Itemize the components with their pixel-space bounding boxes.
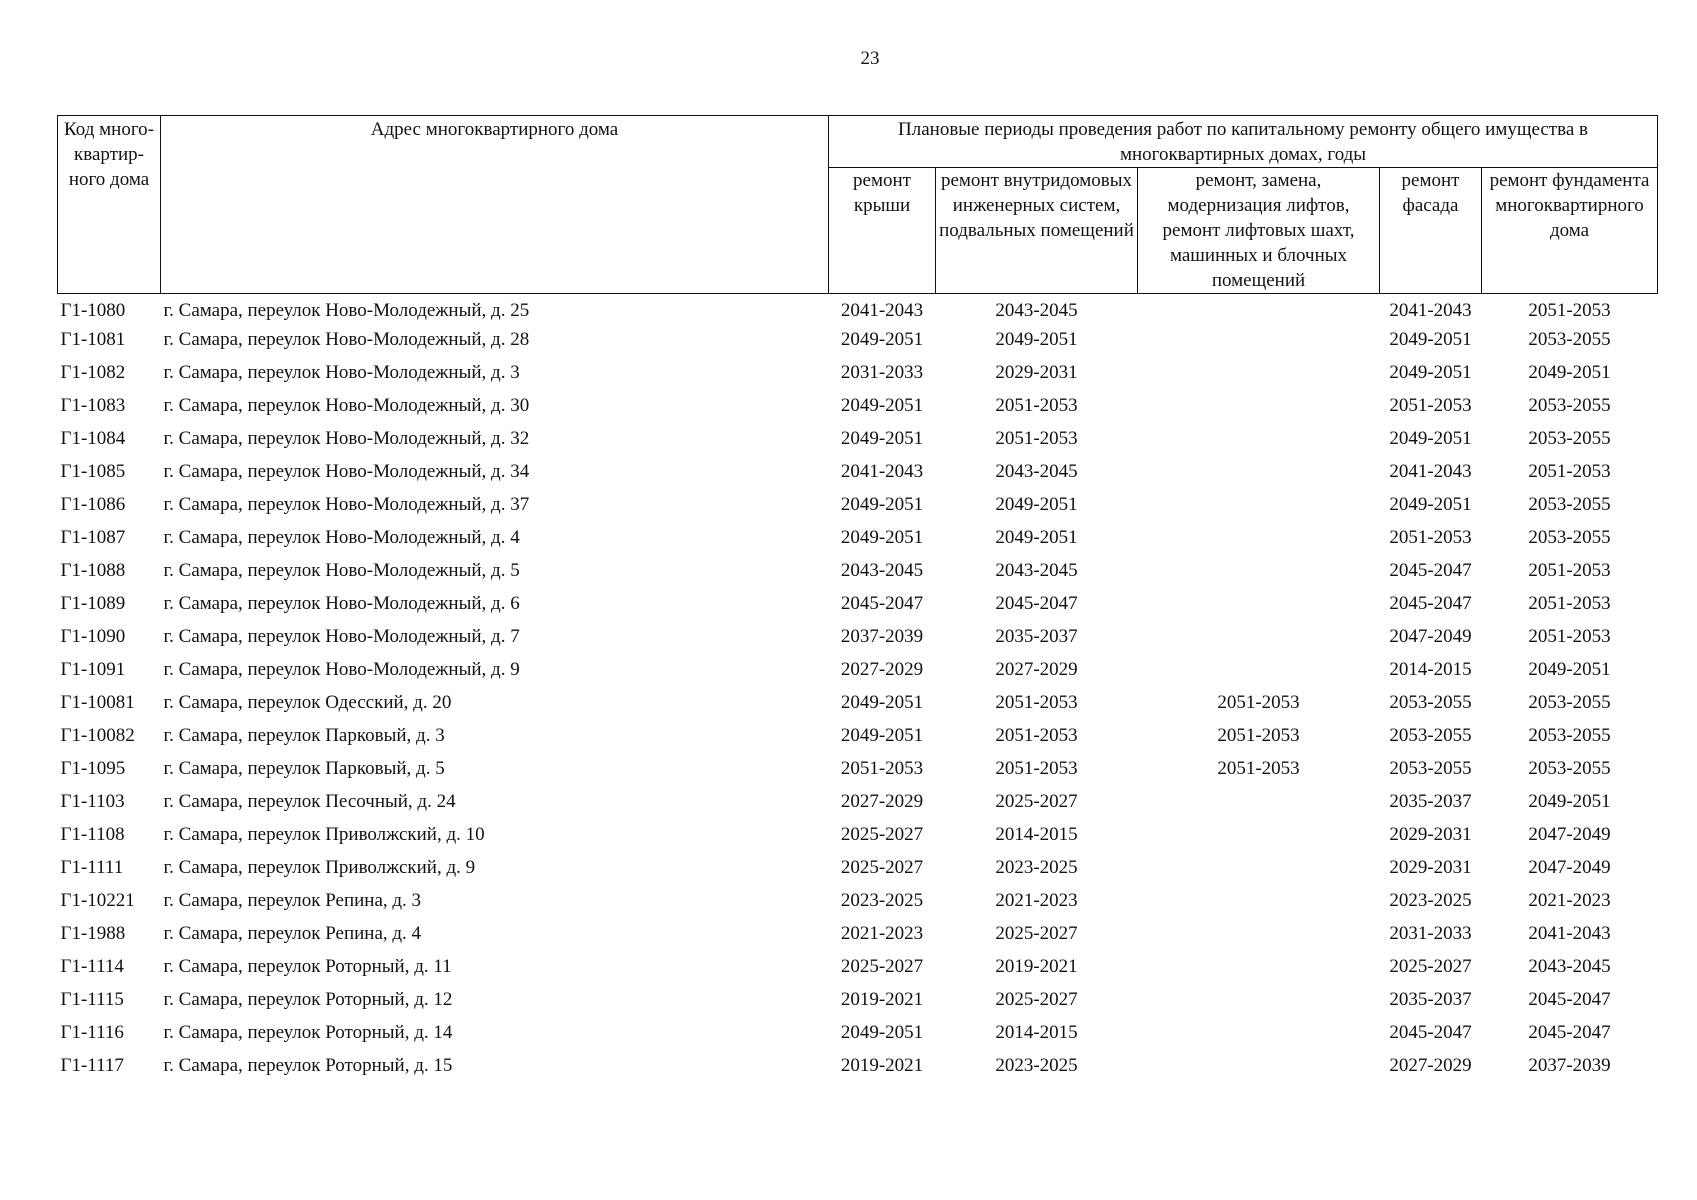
cell-code: Г1-1083 [60,395,126,416]
cell-address: г. Самара, переулок Песочный, д. 24 [163,791,456,812]
cell-facade: 2049-2051 [1389,428,1472,449]
table-row [58,987,1658,1020]
cell-foundation: 2045-2047 [1528,989,1611,1010]
table-row [58,624,1658,657]
cell-engineering: 2021-2023 [995,890,1078,911]
cell-roof: 2031-2033 [840,362,924,383]
cell-foundation: 2053-2055 [1528,494,1611,515]
cell-elevators [1138,921,1380,954]
cell-code: Г1-1117 [60,1055,124,1076]
cell-code: Г1-1114 [60,956,124,977]
cell-code: Г1-1086 [60,494,126,515]
cell-code: Г1-1095 [60,758,126,779]
cell-foundation: 2051-2053 [1528,560,1611,581]
cell-foundation: 2047-2049 [1528,824,1611,845]
cell-code: Г1-1084 [60,428,126,449]
cell-engineering: 2049-2051 [995,329,1078,350]
cell-roof: 2049-2051 [840,395,924,416]
cell-roof: 2027-2029 [840,791,924,812]
table-row [58,393,1658,426]
cell-roof: 2041-2043 [840,300,924,321]
cell-engineering: 2043-2045 [995,560,1078,581]
cell-address: г. Самара, переулок Ново-Молодежный, д. 3 [163,362,520,383]
table-row [58,789,1658,822]
cell-roof: 2049-2051 [840,692,924,713]
cell-roof: 2023-2025 [840,890,924,911]
cell-facade: 2027-2029 [1389,1055,1472,1076]
table-row [58,591,1658,624]
cell-address: г. Самара, переулок Ново-Молодежный, д. 37 [163,494,530,515]
cell-code: Г1-1111 [60,857,124,878]
cell-roof: 2021-2023 [840,923,924,944]
cell-code: Г1-1091 [60,659,126,680]
cell-roof: 2027-2029 [840,659,924,680]
cell-roof: 2049-2051 [840,428,924,449]
cell-roof: 2051-2053 [840,758,924,779]
cell-address: г. Самара, переулок Одесский, д. 20 [163,692,452,713]
cell-code: Г1-1103 [60,791,125,812]
cell-roof: 2025-2027 [840,824,924,845]
cell-engineering: 2025-2027 [995,989,1078,1010]
cell-elevators [1138,855,1380,888]
header-planned-periods: Плановые периоды проведения работ по капитальному ремонту общего имущества в многоквартирных домах, годы [829,116,1658,168]
cell-roof: 2043-2045 [840,560,924,581]
table-row [58,1020,1658,1053]
cell-code: Г1-10081 [60,692,135,713]
cell-engineering: 2049-2051 [995,527,1078,548]
cell-roof: 2037-2039 [840,626,924,647]
cell-foundation: 2053-2055 [1528,527,1611,548]
cell-code: Г1-1081 [60,329,126,350]
cell-elevators: 2051-2053 [1217,758,1300,779]
cell-code: Г1-1088 [60,560,126,581]
cell-foundation: 2051-2053 [1528,300,1611,321]
cell-foundation: 2053-2055 [1528,758,1611,779]
cell-code: Г1-1080 [60,300,126,321]
cell-facade: 2053-2055 [1389,725,1472,746]
cell-roof: 2041-2043 [840,461,924,482]
cell-facade: 2049-2051 [1389,329,1472,350]
cell-facade: 2053-2055 [1389,692,1472,713]
header-facade: ремонт фасада [1380,168,1482,294]
cell-address: г. Самара, переулок Репина, д. 3 [163,890,422,911]
cell-elevators [1138,624,1380,657]
cell-facade: 2023-2025 [1389,890,1472,911]
cell-elevators [1138,657,1380,690]
cell-engineering: 2023-2025 [995,857,1078,878]
cell-elevators [1138,360,1380,393]
cell-facade: 2035-2037 [1389,989,1472,1010]
table-row [58,822,1658,855]
cell-engineering: 2019-2021 [995,956,1078,977]
cell-foundation: 2051-2053 [1528,593,1611,614]
cell-address: г. Самара, переулок Парковый, д. 3 [163,725,445,746]
cell-facade: 2035-2037 [1389,791,1472,812]
cell-facade: 2031-2033 [1389,923,1472,944]
cell-address: г. Самара, переулок Ново-Молодежный, д. 32 [163,428,530,449]
cell-elevators [1138,591,1380,624]
cell-elevators: 2051-2053 [1217,692,1300,713]
cell-engineering: 2014-2015 [995,1022,1078,1043]
cell-facade: 2041-2043 [1389,300,1472,321]
table-row [58,921,1658,954]
cell-roof: 2025-2027 [840,956,924,977]
table-body [58,294,1658,1087]
cell-engineering: 2051-2053 [995,725,1078,746]
cell-foundation: 2049-2051 [1528,791,1611,812]
cell-engineering: 2043-2045 [995,461,1078,482]
cell-engineering: 2029-2031 [995,362,1078,383]
cell-facade: 2029-2031 [1389,857,1472,878]
cell-code: Г1-10082 [60,725,135,746]
table-row [58,459,1658,492]
cell-facade: 2014-2015 [1389,659,1472,680]
cell-facade: 2049-2051 [1389,494,1472,515]
cell-facade: 2053-2055 [1389,758,1472,779]
table-row [58,855,1658,888]
cell-roof: 2049-2051 [840,527,924,548]
table-row [58,558,1658,591]
cell-engineering: 2049-2051 [995,494,1078,515]
cell-foundation: 2053-2055 [1528,725,1611,746]
cell-elevators [1138,426,1380,459]
header-code: Код много-квартир-ного дома [58,116,161,294]
cell-address: г. Самара, переулок Ново-Молодежный, д. 28 [163,329,530,350]
header-elevators: ремонт, замена, модернизация лифтов, ремонт лифтовых шахт, машинных и блочных помещений [1138,168,1380,294]
cell-foundation: 2053-2055 [1528,692,1611,713]
cell-address: г. Самара, переулок Приволжский, д. 10 [163,824,485,845]
cell-address: г. Самара, переулок Ново-Молодежный, д. 6 [163,593,520,614]
cell-engineering: 2023-2025 [995,1055,1078,1076]
cell-elevators [1138,987,1380,1020]
cell-engineering: 2051-2053 [995,428,1078,449]
cell-code: Г1-1087 [60,527,126,548]
cell-elevators [1138,294,1380,328]
cell-engineering: 2051-2053 [995,692,1078,713]
cell-roof: 2025-2027 [840,857,924,878]
cell-code: Г1-1090 [60,626,126,647]
header-address: Адрес многоквартирного дома [161,116,829,294]
cell-foundation: 2053-2055 [1528,329,1611,350]
cell-facade: 2045-2047 [1389,593,1472,614]
cell-elevators [1138,1020,1380,1053]
cell-engineering: 2014-2015 [995,824,1078,845]
cell-facade: 2045-2047 [1389,560,1472,581]
cell-engineering: 2035-2037 [995,626,1078,647]
cell-code: Г1-10221 [60,890,135,911]
cell-engineering: 2043-2045 [995,300,1078,321]
cell-elevators [1138,1053,1380,1086]
page-number: 23 [860,48,880,69]
cell-address: г. Самара, переулок Ново-Молодежный, д. 4 [163,527,520,548]
cell-address: г. Самара, переулок Ново-Молодежный, д. 30 [163,395,530,416]
repair-schedule-table [57,115,1658,1086]
cell-elevators [1138,327,1380,360]
cell-roof: 2049-2051 [840,1022,924,1043]
cell-facade: 2045-2047 [1389,1022,1472,1043]
cell-address: г. Самара, переулок Репина, д. 4 [163,923,422,944]
header-roof: ремонт крыши [829,168,936,294]
cell-address: г. Самара, переулок Приволжский, д. 9 [163,857,476,878]
table-row [58,426,1658,459]
cell-elevators [1138,525,1380,558]
cell-facade: 2051-2053 [1389,527,1472,548]
cell-elevators: 2051-2053 [1217,725,1300,746]
cell-elevators [1138,789,1380,822]
cell-code: Г1-1108 [60,824,125,845]
cell-roof: 2045-2047 [840,593,924,614]
cell-code: Г1-1116 [60,1022,124,1043]
cell-code: Г1-1089 [60,593,126,614]
cell-facade: 2049-2051 [1389,362,1472,383]
cell-foundation: 2045-2047 [1528,1022,1611,1043]
cell-foundation: 2053-2055 [1528,428,1611,449]
cell-roof: 2049-2051 [840,725,924,746]
cell-foundation: 2051-2053 [1528,461,1611,482]
table-row [58,492,1658,525]
cell-foundation: 2047-2049 [1528,857,1611,878]
header-foundation: ремонт фундамента многоквартирного дома [1482,168,1658,294]
cell-elevators [1138,459,1380,492]
cell-foundation: 2041-2043 [1528,923,1611,944]
cell-roof: 2019-2021 [840,989,924,1010]
table-row [58,294,1658,328]
cell-address: г. Самара, переулок Ново-Молодежный, д. 7 [163,626,520,647]
table-row [58,723,1658,756]
cell-foundation: 2043-2045 [1528,956,1611,977]
cell-foundation: 2049-2051 [1528,659,1611,680]
cell-engineering: 2051-2053 [995,395,1078,416]
cell-code: Г1-1082 [60,362,126,383]
cell-facade: 2047-2049 [1389,626,1472,647]
cell-address: г. Самара, переулок Роторный, д. 11 [163,956,452,977]
table-row [58,360,1658,393]
cell-roof: 2019-2021 [840,1055,924,1076]
cell-elevators [1138,822,1380,855]
cell-engineering: 2045-2047 [995,593,1078,614]
cell-address: г. Самара, переулок Ново-Молодежный, д. 25 [163,300,530,321]
table-row [58,1053,1658,1086]
cell-foundation: 2037-2039 [1528,1055,1611,1076]
cell-engineering: 2027-2029 [995,659,1078,680]
cell-elevators [1138,492,1380,525]
cell-address: г. Самара, переулок Ново-Молодежный, д. 9 [163,659,520,680]
table-row [58,657,1658,690]
cell-elevators [1138,393,1380,426]
table-row [58,690,1658,723]
cell-code: Г1-1115 [60,989,124,1010]
cell-address: г. Самара, переулок Роторный, д. 14 [163,1022,453,1043]
table-row [58,954,1658,987]
cell-elevators [1138,558,1380,591]
table-row [58,756,1658,789]
cell-foundation: 2021-2023 [1528,890,1611,911]
cell-engineering: 2025-2027 [995,791,1078,812]
cell-facade: 2029-2031 [1389,824,1472,845]
table-row [58,327,1658,360]
table-header [58,116,1658,294]
cell-facade: 2051-2053 [1389,395,1472,416]
cell-engineering: 2025-2027 [995,923,1078,944]
cell-elevators [1138,954,1380,987]
cell-facade: 2025-2027 [1389,956,1472,977]
cell-address: г. Самара, переулок Парковый, д. 5 [163,758,445,779]
cell-code: Г1-1085 [60,461,126,482]
header-engineering: ремонт внутридомовых инженерных систем, подвальных помещений [936,168,1138,294]
table-row [58,888,1658,921]
cell-foundation: 2051-2053 [1528,626,1611,647]
cell-engineering: 2051-2053 [995,758,1078,779]
cell-address: г. Самара, переулок Ново-Молодежный, д. 34 [163,461,530,482]
cell-code: Г1-1988 [60,923,126,944]
cell-roof: 2049-2051 [840,494,924,515]
cell-address: г. Самара, переулок Роторный, д. 12 [163,989,453,1010]
table-row [58,525,1658,558]
cell-address: г. Самара, переулок Ново-Молодежный, д. 5 [163,560,520,581]
cell-address: г. Самара, переулок Роторный, д. 15 [163,1055,453,1076]
cell-foundation: 2049-2051 [1528,362,1611,383]
cell-roof: 2049-2051 [840,329,924,350]
cell-facade: 2041-2043 [1389,461,1472,482]
cell-foundation: 2053-2055 [1528,395,1611,416]
cell-elevators [1138,888,1380,921]
